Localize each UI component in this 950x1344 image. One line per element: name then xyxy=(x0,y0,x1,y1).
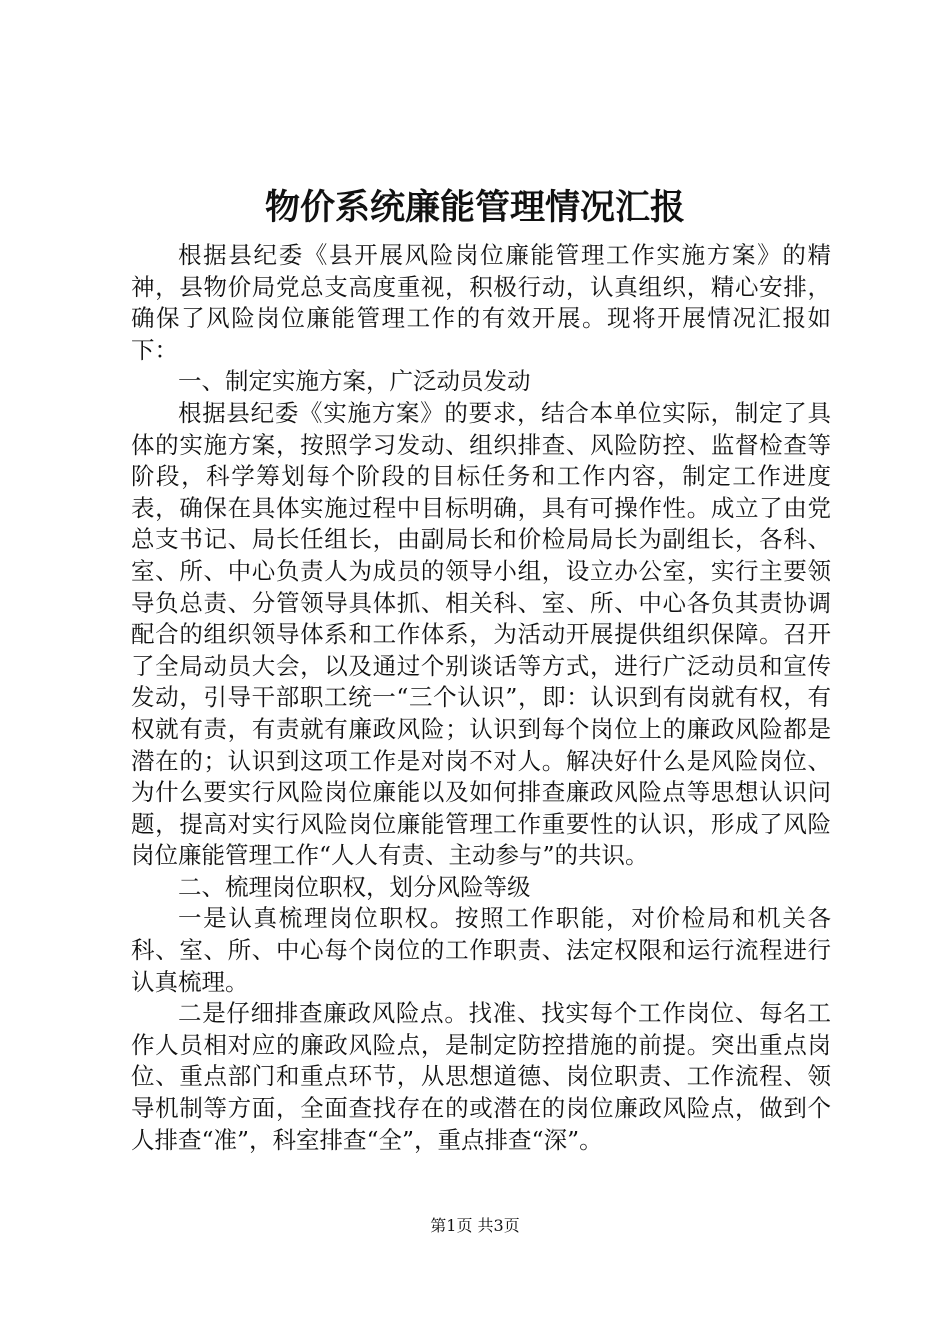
section-heading-1: 一、制定实施方案，广泛动员发动 xyxy=(178,367,531,396)
page-footer: 第1页 共3页 xyxy=(430,1216,520,1235)
intro-paragraph: 根据县纪委《县开展风险岗位廉能管理工作实施方案》的精神，县物价局党总支高度重视，积极行动，认真组织，精心安排，确保了风险岗位廉能管理工作的有效开展。现将开展情况汇报如下： xyxy=(131,241,831,364)
section-2-paragraph-1: 一是认真梳理岗位职权。按照工作职能，对价检局和机关各科、室、所、中心每个岗位的工作职责、法定权限和运行流程进行认真梳理。 xyxy=(131,904,831,996)
document-title: 物价系统廉能管理情况汇报 xyxy=(264,187,685,228)
section-heading-2: 二、梳理岗位职权，划分风险等级 xyxy=(178,872,531,901)
section-1-paragraph: 根据县纪委《实施方案》的要求，结合本单位实际，制定了具体的实施方案，按照学习发动、组织排查、风险防控、监督检查等阶段，科学筹划每个阶段的目标任务和工作内容，制定工作进度表，确保在具体实施过程中目标明确，具有可操作性。成立了由党总支书记、局长任组长，由副局长和价检局局长为副组长，各科、室、所、中心负责人为成员的领导小组，设立办公室，实行主要领导负总责、分管领导具体抓、相关科、室、所、中心各负其责协调配合的组织领导体系和工作体系，为活动开展提供组织保障。召开了全局动员大会，以及通过个别谈话等方式，进行广泛动员和宣传发动，引导干部职工统一“三个认识”，即：认识到有岗就有权，有权就有责，有责就有廉政风险；认识到每个岗位上的廉政风险都是潜在的；认识到这项工作是对岗不对人。解决好什么是风险岗位、为什么要实行风险岗位廉能以及如何排查廉政风险点等思想认识问题，提高对实行风险岗位廉能管理工作重要性的认识，形成了风险岗位廉能管理工作“人人有责、主动参与”的共识。 xyxy=(131,398,831,870)
section-2-paragraph-2: 二是仔细排查廉政风险点。找准、找实每个工作岗位、每名工作人员相对应的廉政风险点，是制定防控措施的前提。突出重点岗位、重点部门和重点环节，从思想道德、岗位职责、工作流程、领导机制等方面，全面查找存在的或潜在的岗位廉政风险点，做到个人排查“准”，科室排查“全”，重点排查“深”。 xyxy=(131,999,831,1154)
document-body xyxy=(131,240,831,1156)
